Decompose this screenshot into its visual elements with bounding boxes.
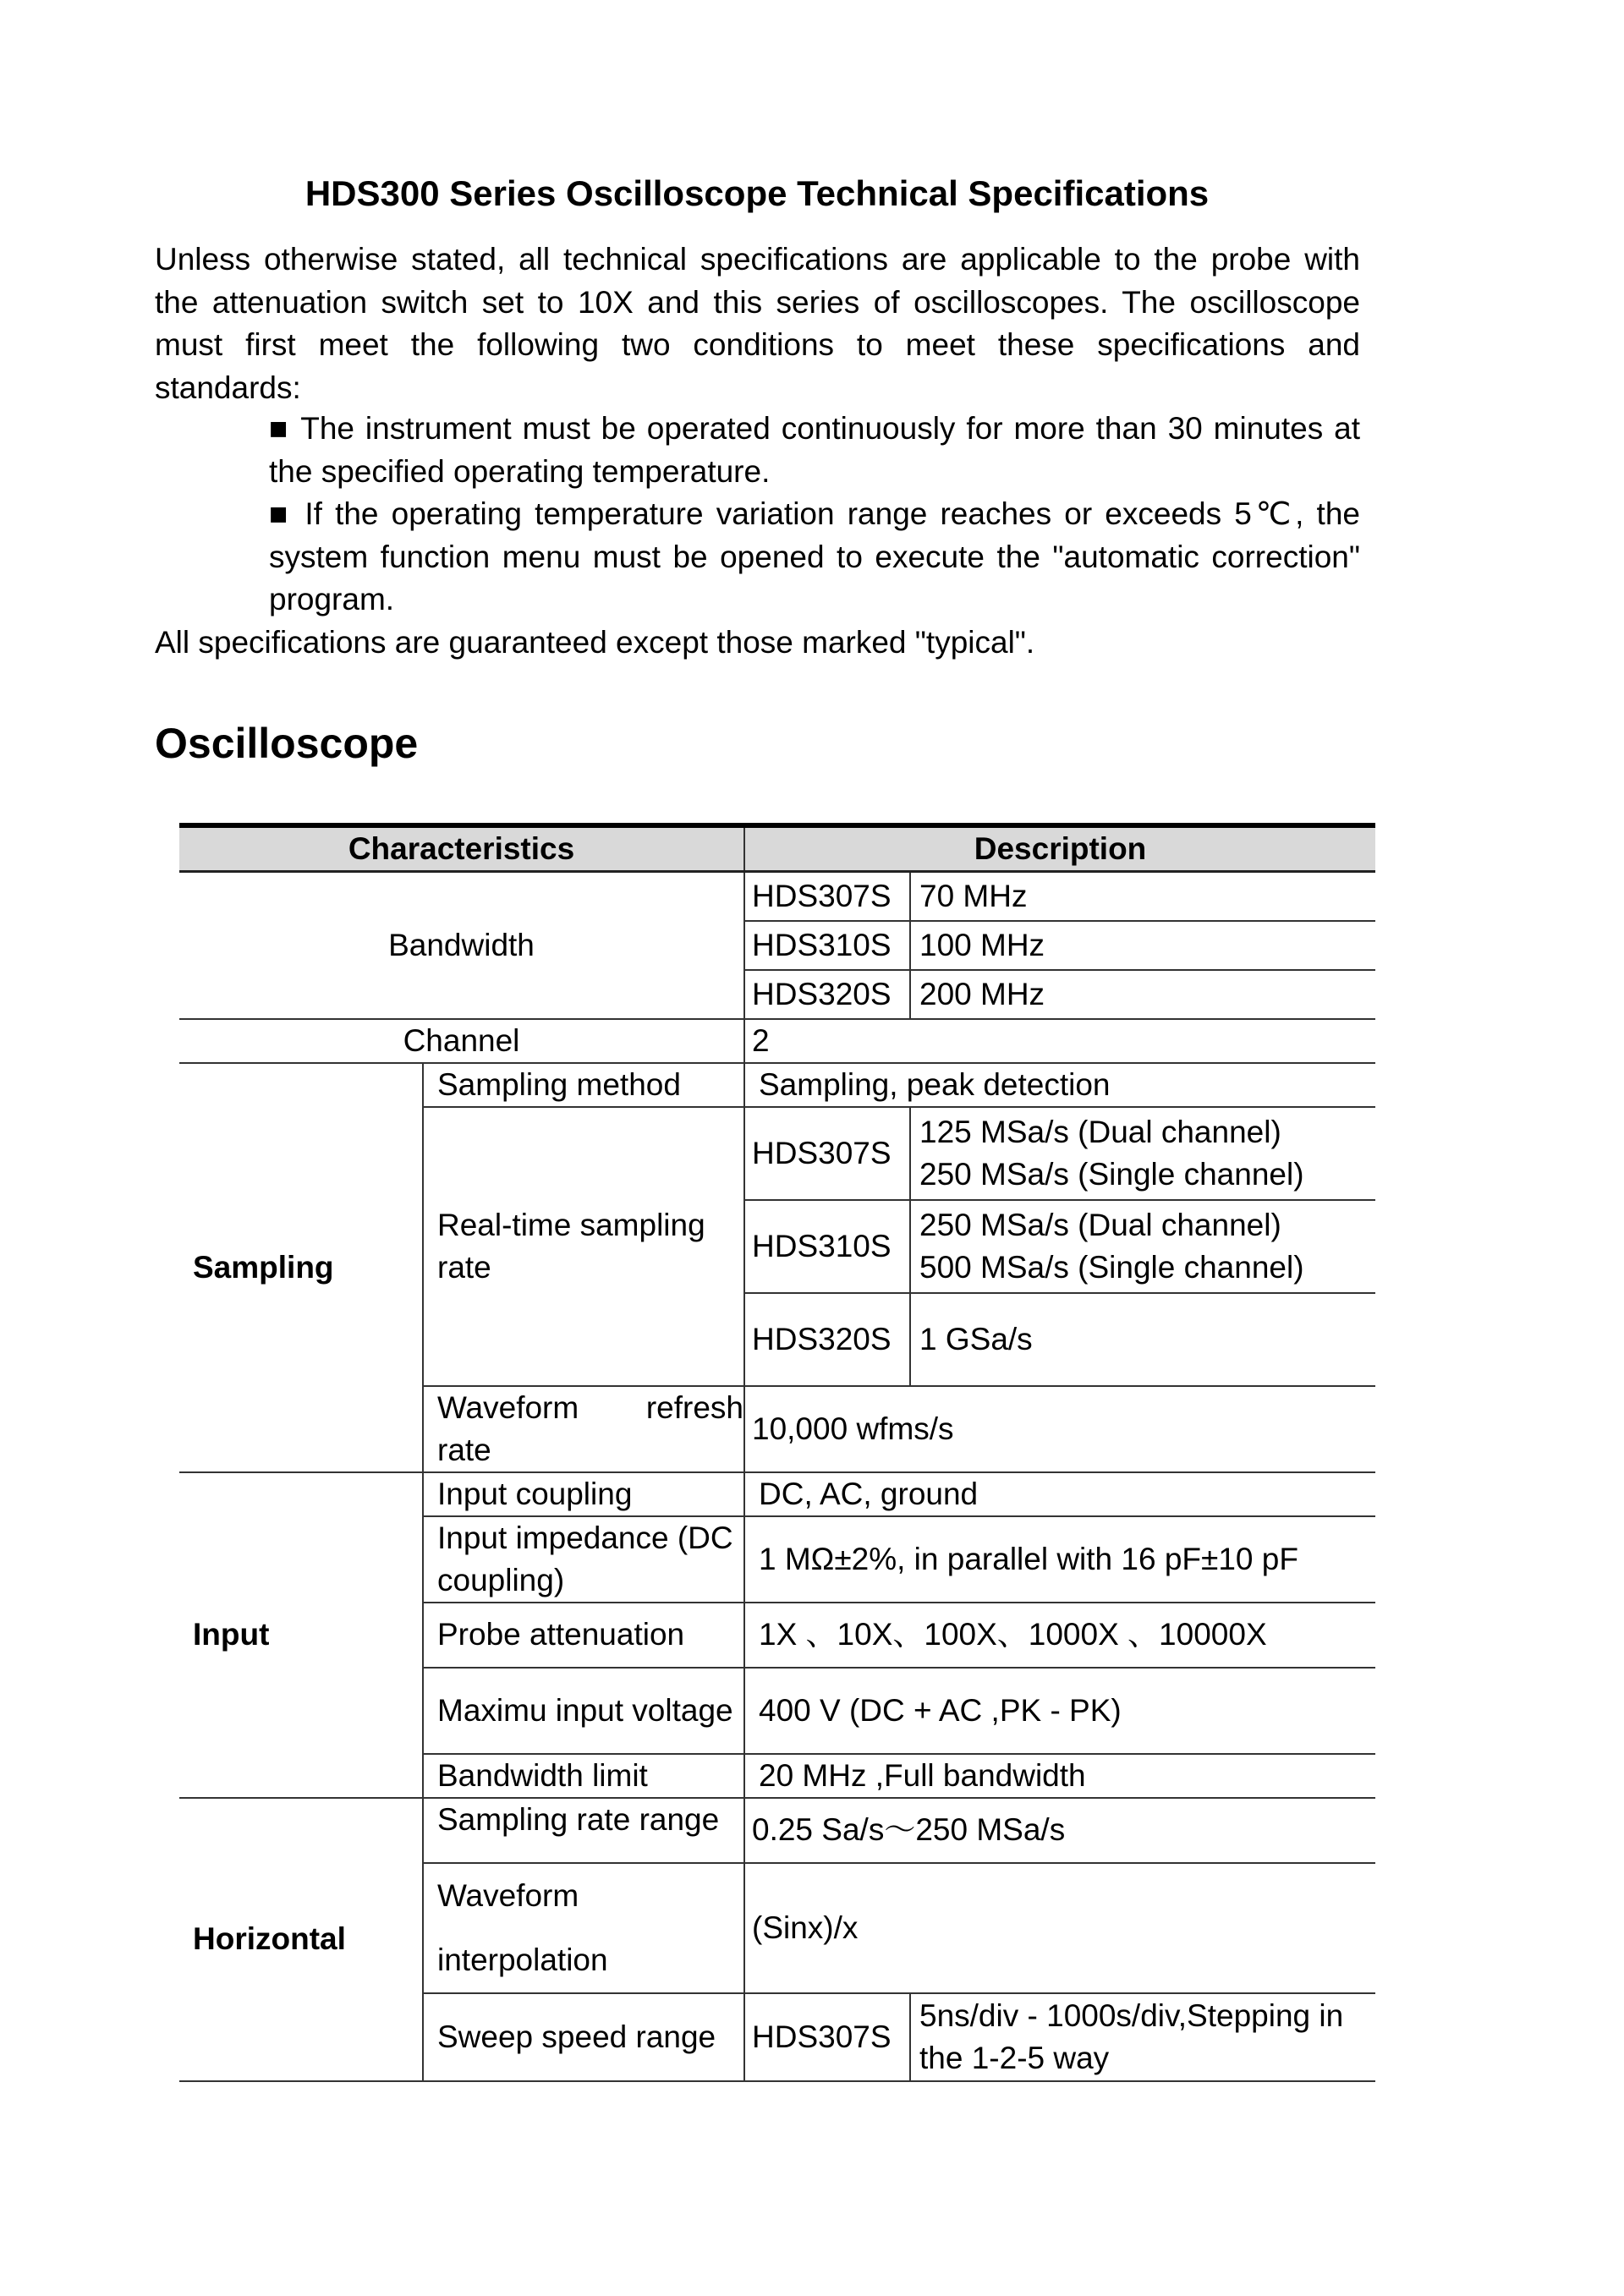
model-cell: HDS307S: [744, 1107, 910, 1200]
value-cell: 5ns/div - 1000s/div,Stepping in the 1-2-5 way: [910, 1993, 1375, 2081]
value-cell: [910, 1107, 1375, 1200]
param-label: Input coupling: [423, 1472, 744, 1516]
value-cell: [910, 1200, 1375, 1293]
group-horizontal: Horizontal: [179, 1798, 423, 2081]
value-cell: 100 MHz: [910, 921, 1375, 970]
param-label: [423, 1863, 744, 1993]
model-cell: HDS310S: [744, 1200, 910, 1293]
value-cell: 70 MHz: [910, 872, 1375, 921]
param-label: Real-time sampling rate: [423, 1107, 744, 1386]
model-cell: HDS320S: [744, 1293, 910, 1386]
table-row: [179, 1063, 1375, 1107]
spec-table: [179, 823, 1375, 2082]
table-row: [179, 872, 1375, 921]
model-cell: HDS310S: [744, 921, 910, 970]
table-row: [179, 1472, 1375, 1516]
param-label: Waveform refresh rate: [423, 1386, 744, 1472]
param-label: Probe attenuation: [423, 1603, 744, 1668]
param-label: Sampling rate range: [423, 1798, 744, 1863]
param-label: Sampling method: [423, 1063, 744, 1107]
table-row: [179, 1019, 1375, 1063]
table-header-row: [179, 825, 1375, 872]
param-value: (Sinx)/x: [744, 1863, 1375, 1993]
param-value: 400 V (DC + AC ,PK - PK): [744, 1668, 1375, 1754]
document-title: HDS300 Series Oscilloscope Technical Specifications: [304, 173, 1210, 213]
model-cell: HDS307S: [744, 872, 910, 921]
header-description: Description: [744, 825, 1375, 872]
param-label: Sweep speed range: [423, 1993, 744, 2081]
value-cell: 200 MHz: [910, 970, 1375, 1019]
channel-label: Channel: [179, 1019, 744, 1063]
condition-item: ■ The instrument must be operated continuously for more than 30 minutes at the specified operating temperature.: [269, 411, 1360, 489]
conditions-list: [269, 408, 1360, 622]
label-line: Waveform: [437, 1877, 579, 1913]
model-cell: HDS307S: [744, 1993, 910, 2081]
condition-item: ■ If the operating temperature variation range reaches or exceeds 5℃, the system function menu must be opened to execute the "automatic correction" program.: [269, 496, 1360, 616]
param-label: Maximu input voltage: [423, 1668, 744, 1754]
value-cell: 1 GSa/s: [910, 1293, 1375, 1386]
param-value: Sampling, peak detection: [744, 1063, 1375, 1107]
header-characteristics: Characteristics: [179, 825, 744, 872]
guarantee-note: All specifications are guaranteed except those marked "typical".: [155, 625, 1035, 660]
value-line: 250 MSa/s (Single channel): [919, 1156, 1304, 1192]
section-heading: Oscilloscope: [155, 720, 419, 767]
label-line: interpolation: [437, 1942, 608, 1977]
value-line: 500 MSa/s (Single channel): [919, 1249, 1304, 1285]
param-value: DC, AC, ground: [744, 1472, 1375, 1516]
param-value: 0.25 Sa/s～250 MSa/s: [744, 1798, 1375, 1863]
group-input: Input: [179, 1472, 423, 1798]
value-line: 125 MSa/s (Dual channel): [919, 1114, 1281, 1149]
model-cell: HDS320S: [744, 970, 910, 1019]
channel-value: 2: [744, 1019, 1375, 1063]
param-value: 10,000 wfms/s: [744, 1386, 1375, 1472]
bandwidth-label: Bandwidth: [179, 872, 744, 1019]
intro-paragraph: Unless otherwise stated, all technical specifications are applicable to the probe with the attenuation switch set to 10X and this series of oscilloscopes. The oscilloscope must first meet the following two conditions to meet these specifications and standards:: [155, 242, 1360, 405]
param-label: Bandwidth limit: [423, 1754, 744, 1798]
value-line: 250 MSa/s (Dual channel): [919, 1207, 1281, 1242]
table-row: [179, 1798, 1375, 1863]
param-value: 1 MΩ±2%, in parallel with 16 pF±10 pF: [744, 1516, 1375, 1603]
param-value: 1X 、10X、100X、1000X 、10000X: [744, 1603, 1375, 1668]
param-label: Input impedance (DC coupling): [423, 1516, 744, 1603]
param-value: 20 MHz ,Full bandwidth: [744, 1754, 1375, 1798]
group-sampling: Sampling: [179, 1063, 423, 1472]
